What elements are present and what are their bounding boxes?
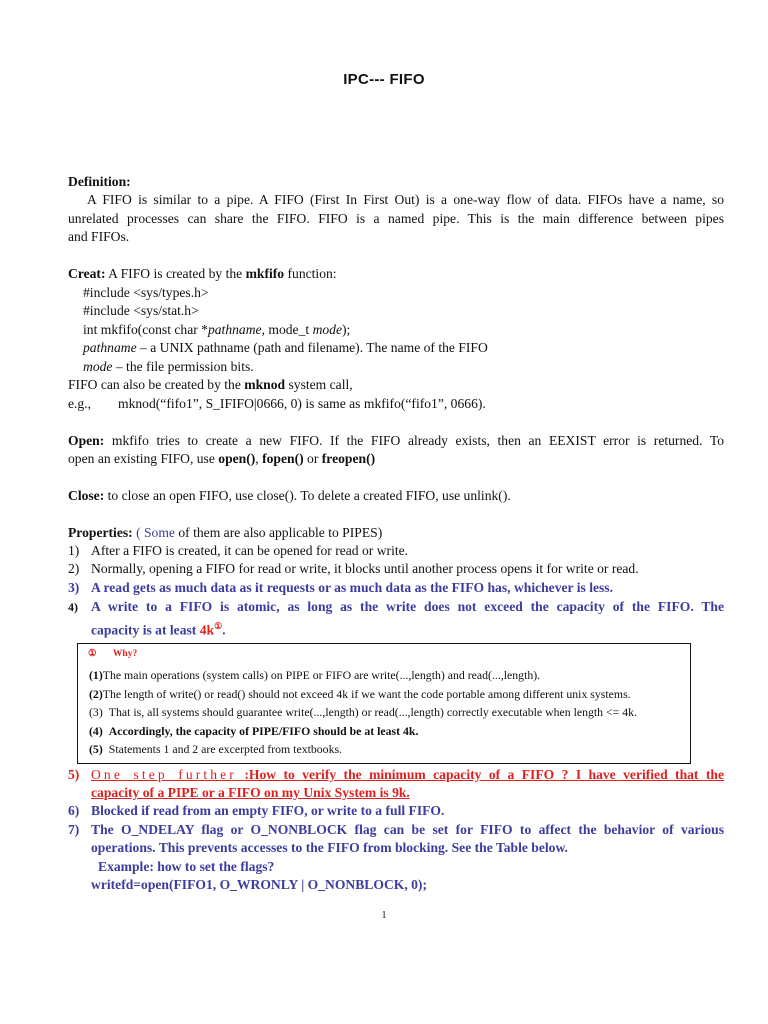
eg-text: mknod(“fifo1”, S_IFIFO|0666, 0) is same as mkfifo(“fifo1”, 0666).	[118, 396, 486, 411]
mknod-term: mknod	[244, 377, 286, 392]
note-row-3	[89, 705, 637, 720]
item-7-num: 7)	[68, 822, 80, 837]
note-row-2	[89, 687, 631, 702]
pathname-description	[83, 339, 488, 357]
one-step-further: One step further	[91, 767, 237, 782]
properties-paren: (	[132, 525, 144, 540]
open-text: mkfifo tries to create a new FIFO. If the FIFO already exists, then an EEXIST error is returned. To	[104, 433, 724, 448]
fopen-fn: fopen()	[262, 451, 304, 466]
item-7-line-1: The O_NDELAY flag or O_NONBLOCK flag can be set for FIFO to affect the behavior of various	[91, 822, 724, 837]
definition-line-3: and FIFOs.	[68, 229, 130, 244]
proto-arg-mode: mode	[312, 322, 343, 337]
definition-line-1: A FIFO is similar to a pipe. A FIFO (First In First Out) is a one-way flow of data. FIFOs have a name, so	[87, 192, 724, 207]
include-stat: #include <sys/stat.h>	[83, 303, 199, 318]
why-heading	[88, 648, 137, 659]
mknod-line	[68, 376, 353, 394]
properties-heading	[68, 524, 382, 542]
creat-label: Creat:	[68, 266, 106, 281]
mknod-pre: FIFO can also be created by the	[68, 377, 245, 392]
open-label: Open:	[68, 433, 105, 448]
note-row-4	[89, 724, 418, 739]
property-4-text: A write to a FIFO is atomic, as long as the write does not exceed the capacity of the FIFO. The	[91, 599, 724, 614]
open-fn: open()	[218, 451, 256, 466]
mkfifo-prototype	[83, 321, 350, 339]
proto-arg-pathname: pathname	[207, 322, 262, 337]
note-row-1	[89, 668, 540, 683]
close-label: Close:	[68, 488, 105, 503]
code-example: writefd=open(FIFO1, O_WRONLY | O_NONBLOCK, 0);	[91, 877, 427, 892]
property-2-text: Normally, opening a FIFO for read or write, it blocks until another process opens it for write or read.	[91, 561, 639, 576]
mkfifo-term: mkfifo	[245, 266, 285, 281]
note-row-2-text: The length of write() or read() should not exceed 4k if we want the code portable among different unix systems.	[102, 687, 631, 701]
note-row-1-text: The main operations (system calls) on PIPE or FIFO are write(...,length) and read(...,length).	[102, 668, 541, 682]
page-title: IPC--- FIFO	[343, 71, 425, 88]
close-text: to close an open FIFO, use close(). To delete a created FIFO, use unlink().	[104, 488, 511, 503]
property-1-num: 1)	[68, 543, 80, 558]
close-line	[68, 487, 511, 505]
property-4-text-2-pre: capacity is at least	[91, 622, 200, 638]
item-5-line-1	[91, 766, 724, 784]
property-4-text-2	[91, 617, 226, 640]
page-number: 1	[381, 910, 387, 921]
pathname-term: pathname	[83, 340, 137, 355]
property-1-text: After a FIFO is created, it can be opened for read or write.	[91, 543, 409, 558]
properties-rest: of them are also applicable to PIPES)	[174, 525, 383, 540]
item-5-line-2: capacity of a PIPE or a FIFO on my Unix System is 9k.	[91, 785, 410, 800]
mknod-post: system call,	[285, 377, 353, 392]
proto-post: );	[342, 322, 351, 337]
pathname-desc: – a UNIX pathname (path and filename). The name of the FIFO	[136, 340, 488, 355]
open-sep-1: ,	[255, 451, 263, 466]
note-row-5-text: Statements 1 and 2 are excerpted from textbooks.	[108, 742, 343, 756]
property-3-num: 3)	[68, 580, 80, 595]
item-7-line-2: operations. This prevents accesses to the FIFO from blocking. See the Table below.	[91, 840, 568, 855]
item-5-num: 5)	[68, 767, 80, 782]
mode-description	[83, 358, 254, 376]
note-row-5	[89, 742, 342, 757]
property-2-num: 2)	[68, 561, 80, 576]
example-heading: Example: how to set the flags?	[98, 859, 275, 874]
note-row-4-num: (4)	[89, 724, 103, 738]
note-row-4-text: Accordingly, the capacity of PIPE/FIFO should be at least 4k.	[108, 724, 419, 738]
mode-desc: – the file permission bits.	[112, 359, 254, 374]
definition-label: Definition:	[68, 174, 131, 189]
why-note-box	[77, 643, 691, 764]
freopen-fn: freopen()	[321, 451, 376, 466]
footnote-marker: ①	[214, 621, 223, 631]
mode-term: mode	[83, 359, 113, 374]
proto-mid: , mode_t	[261, 322, 313, 337]
properties-label: Properties:	[68, 525, 133, 540]
properties-some: Some	[144, 525, 175, 540]
open-sep-2: or	[303, 451, 322, 466]
item-6-text: Blocked if read from an empty FIFO, or write to a full FIFO.	[91, 803, 445, 818]
creat-intro-post: function:	[284, 266, 337, 281]
eg-label: e.g.,	[68, 396, 92, 411]
property-3-text: A read gets as much data as it requests or as much data as the FIFO has, whichever is less.	[91, 580, 613, 595]
capacity-4k: 4k	[199, 622, 215, 638]
open-line-1	[68, 432, 724, 450]
property-4-num: 4)	[68, 600, 78, 614]
creat-intro-pre: A FIFO is created by the	[105, 266, 246, 281]
property-4-text-2-post: .	[222, 622, 226, 638]
open-line-2	[68, 450, 375, 468]
definition-line-2: unrelated processes can share the FIFO. FIFO is a named pipe. This is the main difference between pipes	[68, 211, 724, 226]
creat-intro	[68, 265, 337, 283]
item-5-question: :How to verify the minimum capacity of a FIFO ? I have verified that the	[236, 767, 724, 782]
proto-pre: int mkfifo(const char *	[83, 322, 208, 337]
note-row-5-num: (5)	[89, 742, 103, 756]
why-label: Why?	[112, 649, 138, 659]
note-row-3-text: That is, all systems should guarantee write(...,length) or read(...,length) correctly executable when length <= 4k.	[108, 705, 638, 719]
note-row-2-num: (2)	[89, 687, 103, 701]
item-6-num: 6)	[68, 803, 80, 818]
include-types: #include <sys/types.h>	[83, 285, 209, 300]
note-row-1-num: (1)	[89, 668, 103, 682]
note-marker: ①	[88, 649, 97, 659]
open-line-2-pre: open an existing FIFO, use	[68, 451, 219, 466]
note-row-3-num: (3)	[89, 705, 103, 719]
